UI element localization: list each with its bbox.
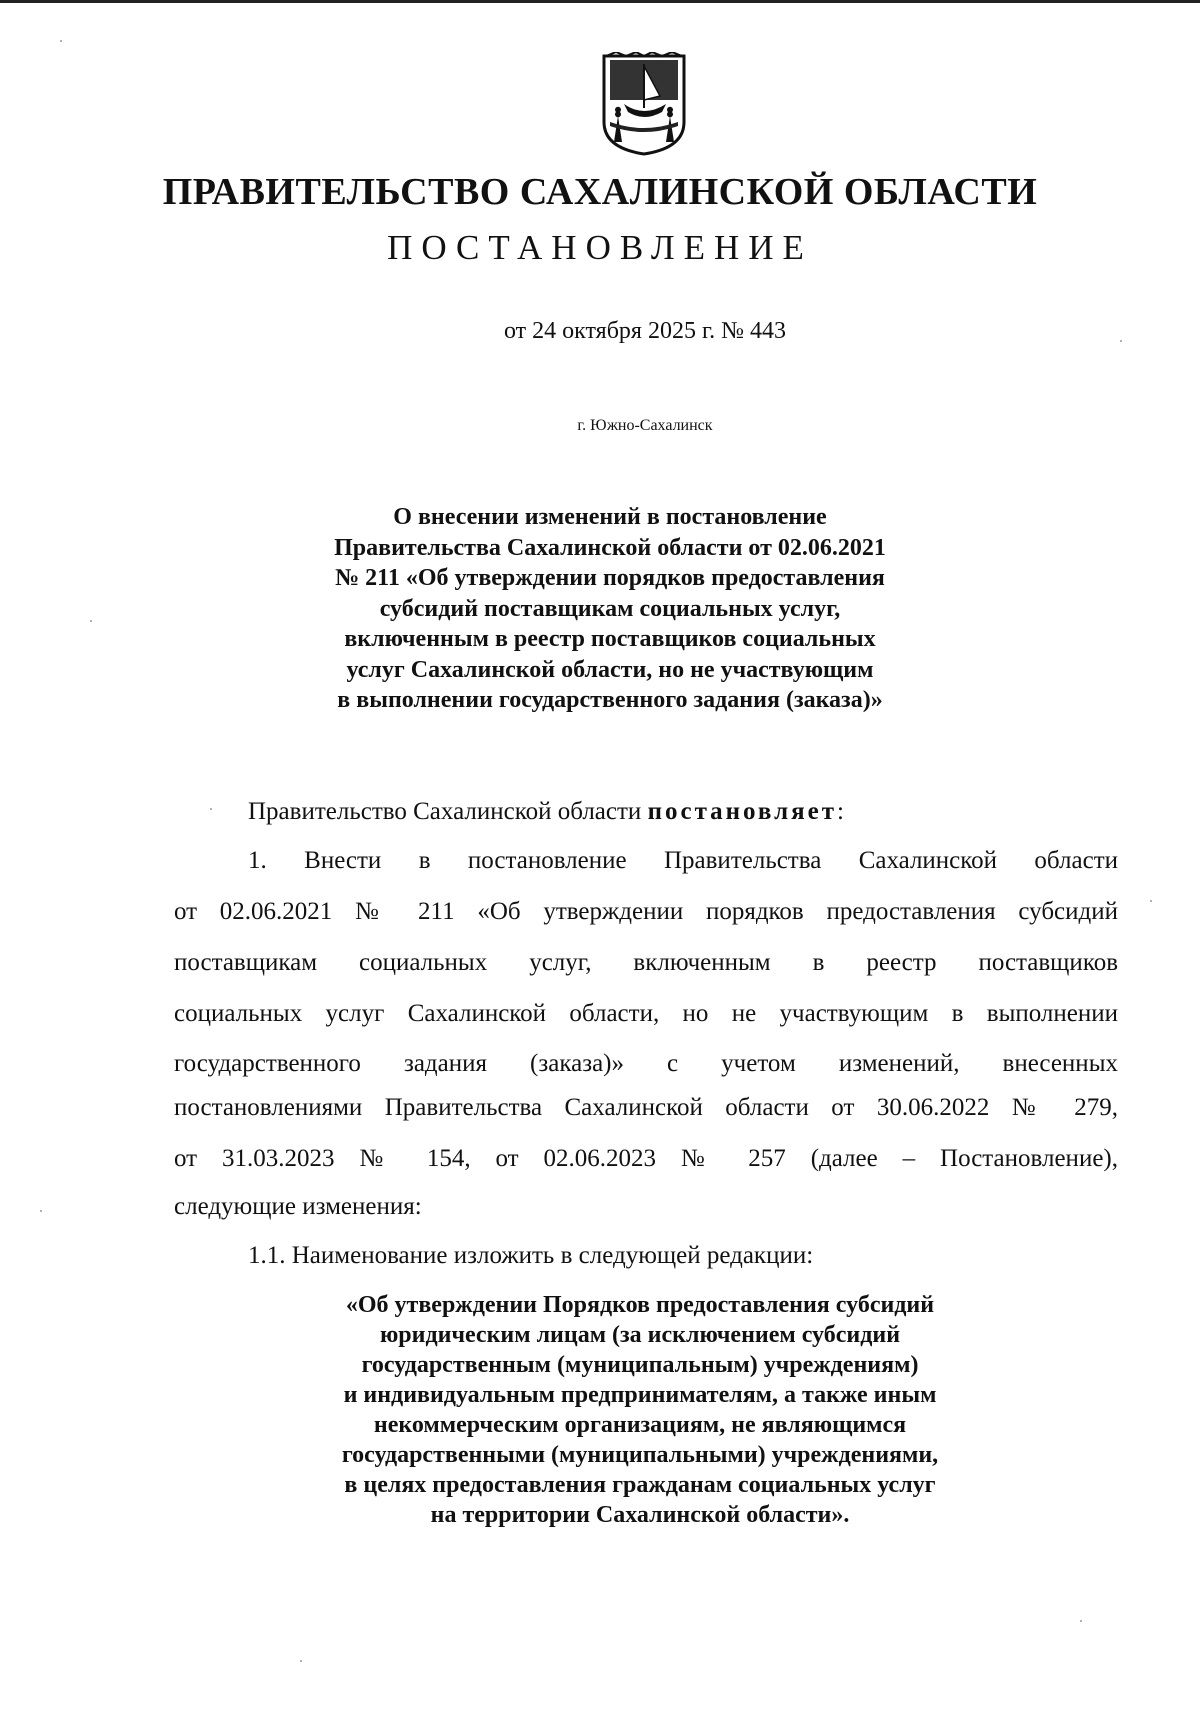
document-city: г. Южно-Сахалинск <box>577 417 713 434</box>
item1-line: социальных услуг Сахалинской области, но не участвующим в выполнении <box>174 1000 1118 1027</box>
preamble-text: Правительство Сахалинской области <box>248 798 648 825</box>
item1-line: от 31.03.2023 № 154, от 02.06.2023 № 257 (далее – Постановление), <box>174 1145 1118 1172</box>
new-title-line: и индивидуальным предпринимателям, а также иным <box>343 1382 937 1408</box>
subject-line: субсидий поставщикам социальных услуг, <box>379 595 841 622</box>
new-title-line: некоммерческим организациям, не являющимся <box>373 1412 907 1438</box>
item1-line: поставщикам социальных услуг, включенным в реестр поставщиков <box>174 949 1118 976</box>
subject-line: в выполнении государственного задания (заказа)» <box>337 687 883 713</box>
subject-line: Правительства Сахалинской области от 02.06.2021 <box>334 534 886 561</box>
scan-speck <box>210 808 212 810</box>
scan-top-edge <box>0 0 1200 3</box>
scan-speck <box>40 1210 42 1212</box>
new-title-line: государственным (муниципальным) учреждениям) <box>361 1352 919 1378</box>
preamble <box>248 798 844 826</box>
new-title-line: государственными (муниципальными) учреждениями, <box>341 1442 939 1468</box>
new-title-line: в целях предоставления гражданам социальных услуг <box>344 1472 936 1498</box>
document-date-number: от 24 октября 2025 г. № 443 <box>503 318 786 344</box>
new-title-line: на территории Сахалинской области». <box>430 1502 850 1528</box>
document-subject <box>260 502 960 716</box>
scan-speck <box>90 620 92 622</box>
item1-line: от 02.06.2021 № 211 «Об утверждении порядков предоставления субсидий <box>174 898 1118 925</box>
item1-line: следующие изменения: <box>174 1193 422 1220</box>
government-title: ПРАВИТЕЛЬСТВО САХАЛИНСКОЙ ОБЛАСТИ <box>162 171 1038 213</box>
scan-speck <box>1120 340 1122 342</box>
item1-line: 1. Внести в постановление Правительства Сахалинской области <box>248 847 1118 874</box>
item1-1: 1.1. Наименование изложить в следующей редакции: <box>248 1242 814 1269</box>
preamble-colon: : <box>837 798 844 825</box>
scan-speck <box>60 40 62 42</box>
new-title <box>290 1290 990 1530</box>
subject-line: О внесении изменений в постановление <box>393 504 827 530</box>
subject-line: № 211 «Об утверждении порядков предоставления <box>335 565 885 591</box>
preamble-emphasis: постановляет <box>647 798 838 825</box>
scan-speck <box>1150 900 1152 902</box>
new-title-line: юридическим лицам (за исключением субсидий <box>379 1322 901 1348</box>
subject-line: услуг Сахалинской области, но не участвующим <box>346 656 874 683</box>
item1-line: постановлениями Правительства Сахалинской области от 30.06.2022 № 279, <box>174 1094 1118 1121</box>
sakhalin-coat-of-arms-icon <box>596 52 692 156</box>
scan-speck <box>1080 1620 1082 1622</box>
new-title-line: «Об утверждении Порядков предоставления субсидий <box>345 1292 935 1318</box>
scan-speck <box>300 1660 302 1662</box>
document-type: ПОСТАНОВЛЕНИЕ <box>387 228 813 267</box>
subject-line: включенным в реестр поставщиков социальных <box>344 626 876 652</box>
item1-line: государственного задания (заказа)» с учетом изменений, внесенных <box>174 1050 1118 1077</box>
